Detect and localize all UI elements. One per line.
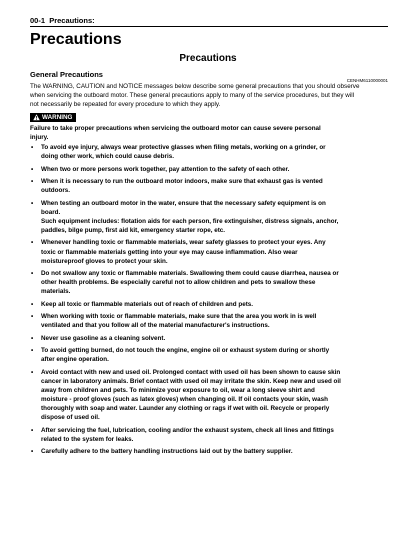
warning-list — [30, 143, 390, 460]
warning-item-line: cancer in laboratory animals. Brief contact with used oil may irritate the skin. Keep new and used oil — [41, 377, 341, 385]
warning-list-item — [30, 300, 390, 309]
page-ref: 00-1 — [30, 16, 46, 25]
warning-item-line: • Keep all toxic or flammable materials out of reach of children and pets. — [41, 300, 254, 308]
warning-item-line: paddles, bilge pump, first aid kit, emergency starter rope, etc. — [41, 226, 226, 234]
warning-list-item — [30, 334, 390, 343]
warning-list-item — [30, 346, 390, 364]
warning-lead-line: Failure to take proper precautions when servicing the outboard motor can cause severe personal — [30, 125, 321, 132]
warning-list-item — [30, 238, 390, 265]
warning-item-line: dispose of used oil. — [41, 414, 100, 422]
warning-item-line: away from children and pets. To minimize your exposure to oil, wear a long sleeve shirt and — [41, 387, 315, 395]
warning-item-line: • When it is necessary to run the outboard motor indoors, make sure that exhaust gas is vented — [41, 178, 323, 186]
warning-list-item — [30, 199, 390, 235]
warning-item-line: • Avoid contact with new and used oil. Prolonged contact with used oil has been shown to cause skin — [41, 368, 341, 376]
warning-item-line: outdoors. — [41, 187, 71, 195]
header-section: Precautions: — [49, 16, 95, 25]
warning-item-line: • When testing an outboard motor in the water, ensure that the necessary safety equipment is on — [41, 199, 326, 207]
intro-line: The WARNING, CAUTION and NOTICE messages below describe some general precautions that you should observe — [30, 83, 360, 90]
section-title: Precautions — [179, 53, 237, 64]
page-title: Precautions — [30, 31, 122, 48]
header-rule — [30, 26, 388, 27]
warning-item-line: other health problems. Be especially careful not to allow children and pets to swallow these — [41, 279, 316, 287]
intro-line: not necessarily be repeated for every procedure to which they apply. — [30, 101, 221, 108]
warning-item-line: • Never use gasoline as a cleaning solvent. — [41, 334, 166, 342]
warning-list-item — [30, 177, 390, 195]
warning-item-line: • To avoid getting burned, do not touch the engine, engine oil or exhaust system during or shortly — [41, 347, 330, 355]
intro-line: when servicing the outboard motor. These general precautions apply to many of the service procedures, but they will — [30, 92, 355, 99]
warning-item-line: board. — [41, 208, 61, 216]
warning-item-line: moistureproof gloves to protect your skin. — [41, 257, 168, 265]
warning-item-line: • When two or more persons work together, pay attention to the safety of each other. — [41, 165, 290, 173]
warning-item-line: moisture - proof gloves (such as latex gloves) when changing oil. If oil contacts your skin, wash — [41, 396, 328, 404]
warning-item-line: toxic or flammable materials getting into your eye may cause inflammation. Also wear — [41, 248, 298, 256]
warning-item-line: • Carefully adhere to the battery handling instructions laid out by the battery supplier. — [41, 448, 293, 456]
warning-list-item — [30, 312, 390, 330]
warning-item-line: ventilated and that you follow all of the material manufacturer's instructions. — [41, 322, 270, 330]
warning-item-line: • Whenever handling toxic or flammable materials, wear safety glasses to protect your eyes. Any — [41, 239, 326, 247]
document-code: CENHM6110000001 — [346, 78, 388, 83]
warning-item-line: doing other work, which could cause debris. — [41, 153, 174, 161]
intro-paragraph — [30, 82, 390, 109]
warning-item-line: after engine operation. — [41, 356, 109, 364]
warning-list-item — [30, 269, 390, 296]
warning-label: WARNING — [42, 114, 73, 121]
warning-badge — [30, 113, 76, 122]
warning-list-item — [30, 368, 390, 423]
warning-list-item — [30, 447, 390, 456]
warning-list-item — [30, 165, 390, 174]
warning-lead-line: injury. — [30, 134, 49, 141]
warning-item-line: thoroughly with soap and water. Launder any clothing or rags if wet with oil. Recycle or properly — [41, 405, 330, 413]
warning-item-line: • To avoid eye injury, always wear protective glasses when filing metals, working on a grinder, or — [41, 144, 326, 151]
warning-list-item — [30, 426, 390, 444]
warning-item-line: • After servicing the fuel, lubrication, cooling and/or the exhaust system, check all lines and fittings — [41, 426, 334, 434]
warning-item-line: related to the system for leaks. — [41, 435, 134, 443]
warning-item-line: • When working with toxic or flammable materials, make sure that the area you work in is well — [41, 313, 317, 321]
warning-list-item — [30, 143, 390, 161]
warning-lead — [30, 124, 390, 142]
warning-item-line: Such equipment includes: flotation aids for each person, fire extinguisher, distress signals, anchor, — [41, 217, 339, 225]
warning-item-line: • Do not swallow any toxic or flammable materials. Swallowing them could cause diarrhea, nausea or — [41, 270, 339, 278]
warning-triangle-icon — [33, 114, 40, 121]
warning-item-line: materials. — [41, 288, 71, 296]
general-precautions-title: General Precautions — [30, 70, 103, 79]
